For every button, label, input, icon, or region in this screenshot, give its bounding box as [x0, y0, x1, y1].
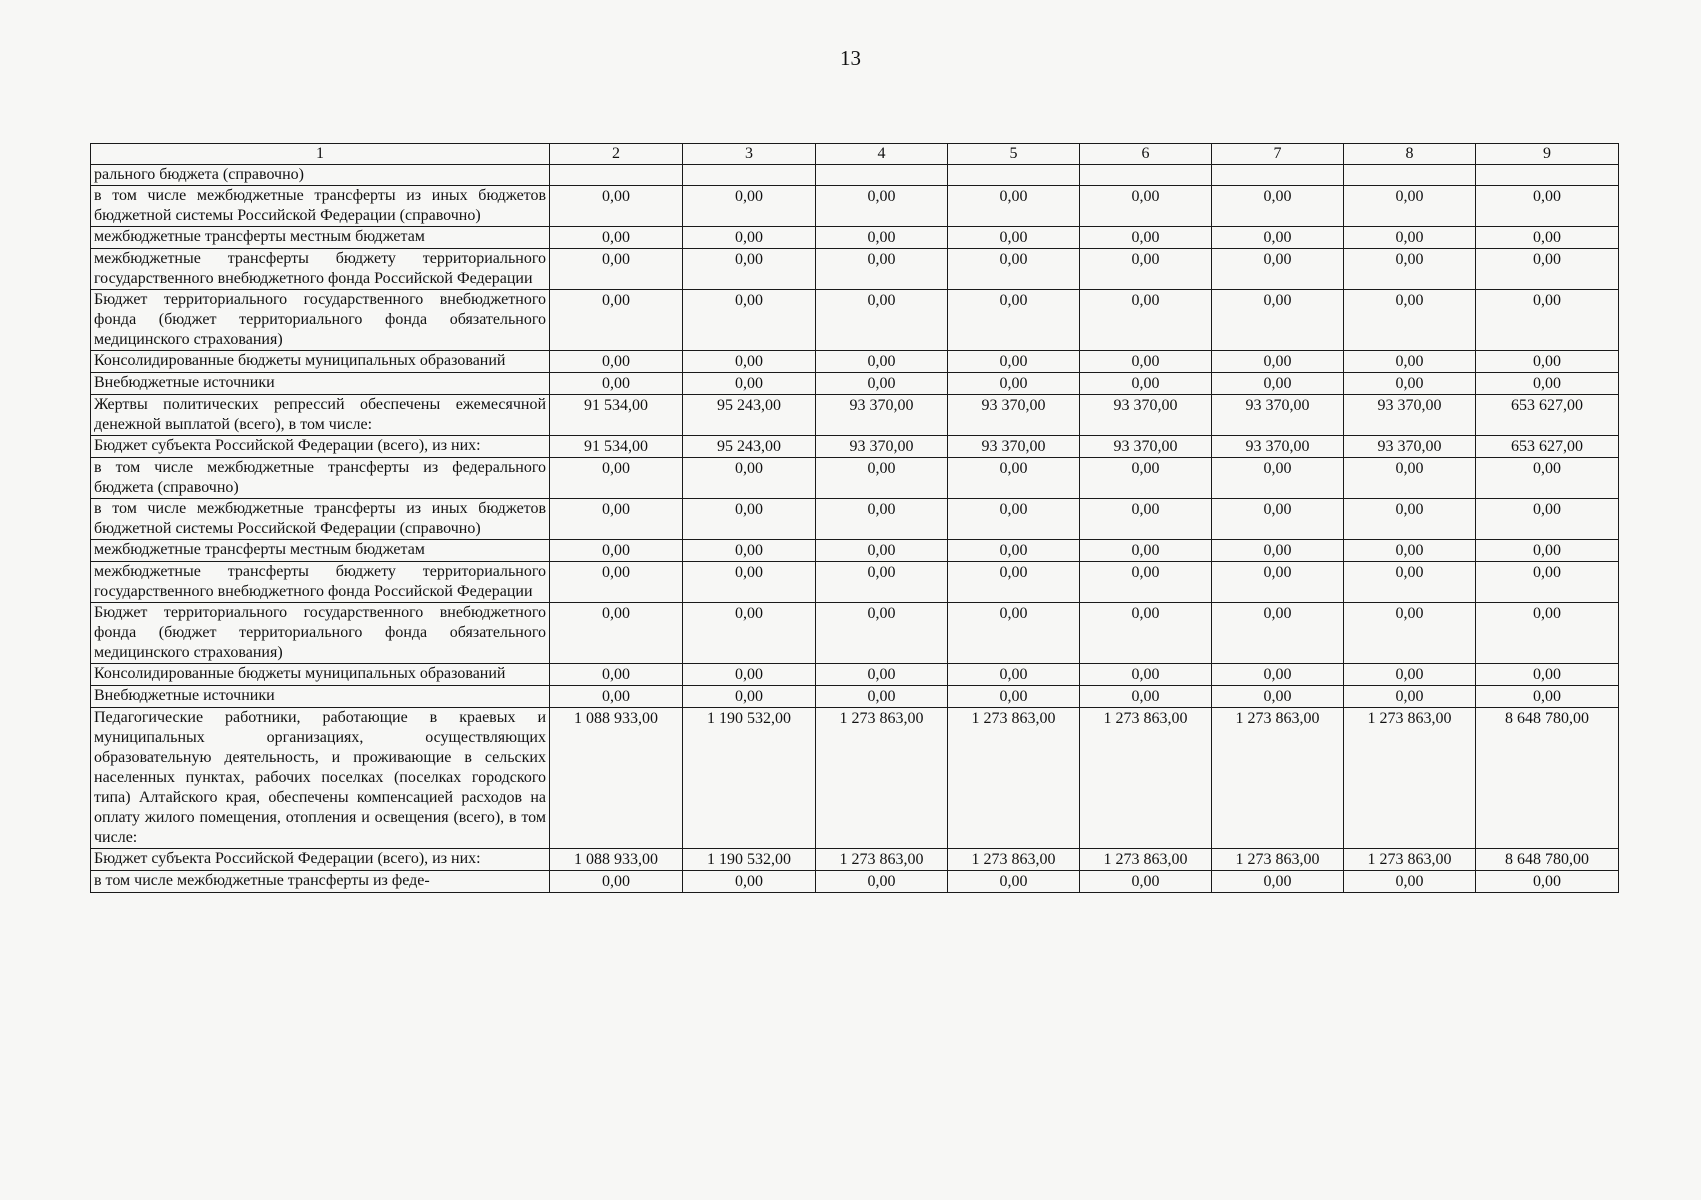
table-row	[91, 562, 1619, 603]
row-value: 0,00	[948, 351, 1080, 373]
row-value: 0,00	[816, 871, 948, 893]
row-value: 0,00	[1476, 290, 1619, 351]
row-value: 0,00	[816, 499, 948, 540]
row-value: 0,00	[550, 686, 683, 708]
row-value: 0,00	[683, 373, 816, 395]
page-number: 13	[840, 46, 861, 70]
row-value	[1080, 165, 1212, 186]
row-value: 1 088 933,00	[550, 849, 683, 871]
row-value: 0,00	[1212, 249, 1344, 290]
table-row	[91, 664, 1619, 686]
row-value	[1476, 165, 1619, 186]
row-value: 0,00	[1476, 540, 1619, 562]
budget-table	[90, 143, 1619, 893]
row-label: Бюджет территориального государственного внебюджетного фонда (бюджет территориального фонда обязательного медицинского страхования)	[91, 603, 550, 664]
column-header: 3	[683, 144, 816, 165]
row-label: Бюджет субъекта Российской Федерации (всего), из них:	[91, 436, 550, 458]
row-value: 8 648 780,00	[1476, 849, 1619, 871]
row-value	[948, 165, 1080, 186]
row-value: 0,00	[1344, 227, 1476, 249]
row-label: межбюджетные трансферты бюджету территориального государственного внебюджетного фонда Российской Федерации	[91, 249, 550, 290]
row-value: 0,00	[550, 562, 683, 603]
row-label: межбюджетные трансферты бюджету территориального государственного внебюджетного фонда Российской Федерации	[91, 562, 550, 603]
row-value: 0,00	[1344, 603, 1476, 664]
row-label: Внебюджетные источники	[91, 373, 550, 395]
table-body	[91, 165, 1619, 893]
row-value: 0,00	[683, 249, 816, 290]
row-value: 93 370,00	[816, 436, 948, 458]
row-value: 0,00	[683, 603, 816, 664]
row-value: 0,00	[1080, 603, 1212, 664]
row-value: 0,00	[1212, 686, 1344, 708]
row-value: 1 273 863,00	[1212, 849, 1344, 871]
row-value	[1212, 165, 1344, 186]
table-row	[91, 373, 1619, 395]
row-value: 0,00	[1212, 871, 1344, 893]
column-header: 5	[948, 144, 1080, 165]
row-value: 0,00	[948, 499, 1080, 540]
column-header: 2	[550, 144, 683, 165]
row-label: Жертвы политических репрессий обеспечены ежемесячной денежной выплатой (всего), в том числе:	[91, 395, 550, 436]
table-row	[91, 708, 1619, 849]
row-value: 0,00	[948, 540, 1080, 562]
row-value: 0,00	[1476, 373, 1619, 395]
row-label: межбюджетные трансферты местным бюджетам	[91, 227, 550, 249]
row-value: 0,00	[1212, 664, 1344, 686]
table-row	[91, 249, 1619, 290]
row-label: Внебюджетные источники	[91, 686, 550, 708]
table-row	[91, 499, 1619, 540]
row-value: 93 370,00	[1344, 395, 1476, 436]
row-value: 0,00	[948, 186, 1080, 227]
row-label: Педагогические работники, работающие в краевых и муниципальных организациях, осуществляющих образовательную деятельность, и проживающие в сельских населенных пунктах, рабочих поселках (поселках городского типа) Алтайского края, обеспечены компенсацией расходов на оплату жилого помещения, отопления и освещения (всего), в том числе:	[91, 708, 550, 849]
table-row	[91, 395, 1619, 436]
row-label: Консолидированные бюджеты муниципальных образований	[91, 664, 550, 686]
row-value: 0,00	[1344, 686, 1476, 708]
table-row	[91, 351, 1619, 373]
row-value: 0,00	[816, 373, 948, 395]
row-value: 0,00	[1476, 227, 1619, 249]
row-value: 0,00	[1476, 603, 1619, 664]
row-label: в том числе межбюджетные трансферты из феде-	[91, 871, 550, 893]
row-value: 0,00	[1080, 227, 1212, 249]
row-value: 0,00	[683, 290, 816, 351]
row-value: 0,00	[1212, 373, 1344, 395]
row-value	[683, 165, 816, 186]
row-value: 1 273 863,00	[816, 849, 948, 871]
row-value: 93 370,00	[1344, 436, 1476, 458]
row-value: 93 370,00	[816, 395, 948, 436]
row-value: 1 088 933,00	[550, 708, 683, 849]
row-value: 0,00	[1212, 540, 1344, 562]
row-value: 0,00	[1212, 290, 1344, 351]
row-value: 0,00	[816, 351, 948, 373]
column-header: 4	[816, 144, 948, 165]
row-value: 0,00	[948, 227, 1080, 249]
row-label: Бюджет субъекта Российской Федерации (всего), из них:	[91, 849, 550, 871]
row-value: 1 273 863,00	[1344, 849, 1476, 871]
row-value: 8 648 780,00	[1476, 708, 1619, 849]
row-value: 0,00	[1344, 290, 1476, 351]
row-value: 0,00	[816, 603, 948, 664]
row-value: 0,00	[1080, 686, 1212, 708]
row-value: 0,00	[550, 249, 683, 290]
row-value: 0,00	[683, 562, 816, 603]
table-row	[91, 290, 1619, 351]
row-value	[1344, 165, 1476, 186]
row-value: 0,00	[550, 871, 683, 893]
row-value: 0,00	[816, 290, 948, 351]
row-value: 0,00	[1212, 186, 1344, 227]
row-value: 0,00	[816, 458, 948, 499]
row-value: 1 190 532,00	[683, 849, 816, 871]
row-value: 0,00	[683, 351, 816, 373]
row-value: 0,00	[1344, 351, 1476, 373]
row-value: 0,00	[1212, 351, 1344, 373]
row-value: 0,00	[1080, 664, 1212, 686]
row-value: 0,00	[1476, 186, 1619, 227]
row-value: 0,00	[948, 871, 1080, 893]
row-value: 0,00	[550, 499, 683, 540]
row-value: 0,00	[1476, 562, 1619, 603]
row-value: 93 370,00	[1080, 395, 1212, 436]
row-label: в том числе межбюджетные трансферты из иных бюджетов бюджетной системы Российской Федерации (справочно)	[91, 499, 550, 540]
table-row	[91, 165, 1619, 186]
table-row	[91, 871, 1619, 893]
row-value: 0,00	[1476, 871, 1619, 893]
row-value: 0,00	[1080, 373, 1212, 395]
row-value: 0,00	[1476, 686, 1619, 708]
row-value: 0,00	[816, 540, 948, 562]
row-value: 0,00	[1476, 458, 1619, 499]
row-label: межбюджетные трансферты местным бюджетам	[91, 540, 550, 562]
row-value: 0,00	[1080, 562, 1212, 603]
row-value: 0,00	[1344, 562, 1476, 603]
row-value: 0,00	[550, 664, 683, 686]
row-value: 0,00	[1212, 458, 1344, 499]
row-value: 0,00	[1080, 249, 1212, 290]
row-value: 0,00	[948, 603, 1080, 664]
row-label: рального бюджета (справочно)	[91, 165, 550, 186]
row-value: 0,00	[550, 458, 683, 499]
row-value: 0,00	[948, 249, 1080, 290]
row-value	[550, 165, 683, 186]
row-value: 93 370,00	[1212, 395, 1344, 436]
row-value: 1 273 863,00	[1344, 708, 1476, 849]
row-value: 0,00	[1080, 290, 1212, 351]
row-value: 0,00	[550, 540, 683, 562]
row-value: 0,00	[1212, 562, 1344, 603]
row-value: 0,00	[550, 351, 683, 373]
row-value: 0,00	[948, 458, 1080, 499]
table-header-row	[91, 144, 1619, 165]
row-value: 1 273 863,00	[1080, 849, 1212, 871]
row-value: 1 190 532,00	[683, 708, 816, 849]
row-value: 0,00	[683, 686, 816, 708]
row-value: 93 370,00	[948, 395, 1080, 436]
row-value: 0,00	[683, 871, 816, 893]
row-value: 0,00	[948, 373, 1080, 395]
row-label: Консолидированные бюджеты муниципальных образований	[91, 351, 550, 373]
row-value: 0,00	[948, 664, 1080, 686]
row-value: 0,00	[1212, 499, 1344, 540]
row-value: 0,00	[1344, 249, 1476, 290]
row-value: 0,00	[948, 686, 1080, 708]
row-value: 0,00	[948, 562, 1080, 603]
row-value: 0,00	[550, 373, 683, 395]
table-row	[91, 227, 1619, 249]
row-value: 0,00	[816, 686, 948, 708]
row-label: Бюджет территориального государственного внебюджетного фонда (бюджет территориального фонда обязательного медицинского страхования)	[91, 290, 550, 351]
row-value: 93 370,00	[948, 436, 1080, 458]
row-value: 0,00	[816, 562, 948, 603]
table-row	[91, 849, 1619, 871]
row-value: 0,00	[1080, 351, 1212, 373]
column-header: 8	[1344, 144, 1476, 165]
row-value: 0,00	[1080, 540, 1212, 562]
row-value: 0,00	[1344, 373, 1476, 395]
row-value: 0,00	[1212, 603, 1344, 664]
row-value: 93 370,00	[1212, 436, 1344, 458]
row-value: 0,00	[1476, 499, 1619, 540]
row-value: 0,00	[1476, 351, 1619, 373]
row-value: 0,00	[1344, 499, 1476, 540]
row-value: 0,00	[550, 227, 683, 249]
row-value: 0,00	[683, 458, 816, 499]
row-value: 0,00	[683, 540, 816, 562]
table-row	[91, 603, 1619, 664]
row-value: 0,00	[683, 664, 816, 686]
row-value: 0,00	[1212, 227, 1344, 249]
row-value: 0,00	[683, 186, 816, 227]
row-value: 95 243,00	[683, 395, 816, 436]
table-row	[91, 686, 1619, 708]
column-header: 9	[1476, 144, 1619, 165]
row-value: 0,00	[948, 290, 1080, 351]
row-value: 653 627,00	[1476, 436, 1619, 458]
row-value: 93 370,00	[1080, 436, 1212, 458]
row-value: 1 273 863,00	[948, 708, 1080, 849]
table-row	[91, 458, 1619, 499]
row-value	[816, 165, 948, 186]
column-header: 6	[1080, 144, 1212, 165]
table-row	[91, 436, 1619, 458]
row-value: 95 243,00	[683, 436, 816, 458]
table-row	[91, 186, 1619, 227]
row-value: 0,00	[1080, 871, 1212, 893]
row-value: 0,00	[1080, 186, 1212, 227]
row-value: 0,00	[1344, 871, 1476, 893]
row-value: 0,00	[550, 290, 683, 351]
row-value: 0,00	[1344, 664, 1476, 686]
row-value: 0,00	[1476, 249, 1619, 290]
row-value: 0,00	[816, 227, 948, 249]
row-value: 0,00	[1344, 186, 1476, 227]
row-value: 0,00	[1080, 499, 1212, 540]
row-value: 91 534,00	[550, 436, 683, 458]
row-value: 1 273 863,00	[1080, 708, 1212, 849]
column-header: 7	[1212, 144, 1344, 165]
row-value: 653 627,00	[1476, 395, 1619, 436]
row-label: в том числе межбюджетные трансферты из иных бюджетов бюджетной системы Российской Федерации (справочно)	[91, 186, 550, 227]
row-value: 1 273 863,00	[816, 708, 948, 849]
row-value: 0,00	[1344, 540, 1476, 562]
row-value: 0,00	[550, 186, 683, 227]
row-value: 0,00	[816, 664, 948, 686]
row-value: 1 273 863,00	[948, 849, 1080, 871]
row-value: 0,00	[683, 227, 816, 249]
row-label: в том числе межбюджетные трансферты из федерального бюджета (справочно)	[91, 458, 550, 499]
row-value: 0,00	[1344, 458, 1476, 499]
row-value: 1 273 863,00	[1212, 708, 1344, 849]
column-header: 1	[91, 144, 550, 165]
row-value: 0,00	[816, 186, 948, 227]
row-value: 0,00	[816, 249, 948, 290]
row-value: 0,00	[1476, 664, 1619, 686]
row-value: 0,00	[683, 499, 816, 540]
row-value: 0,00	[550, 603, 683, 664]
row-value: 91 534,00	[550, 395, 683, 436]
table-row	[91, 540, 1619, 562]
row-value: 0,00	[1080, 458, 1212, 499]
